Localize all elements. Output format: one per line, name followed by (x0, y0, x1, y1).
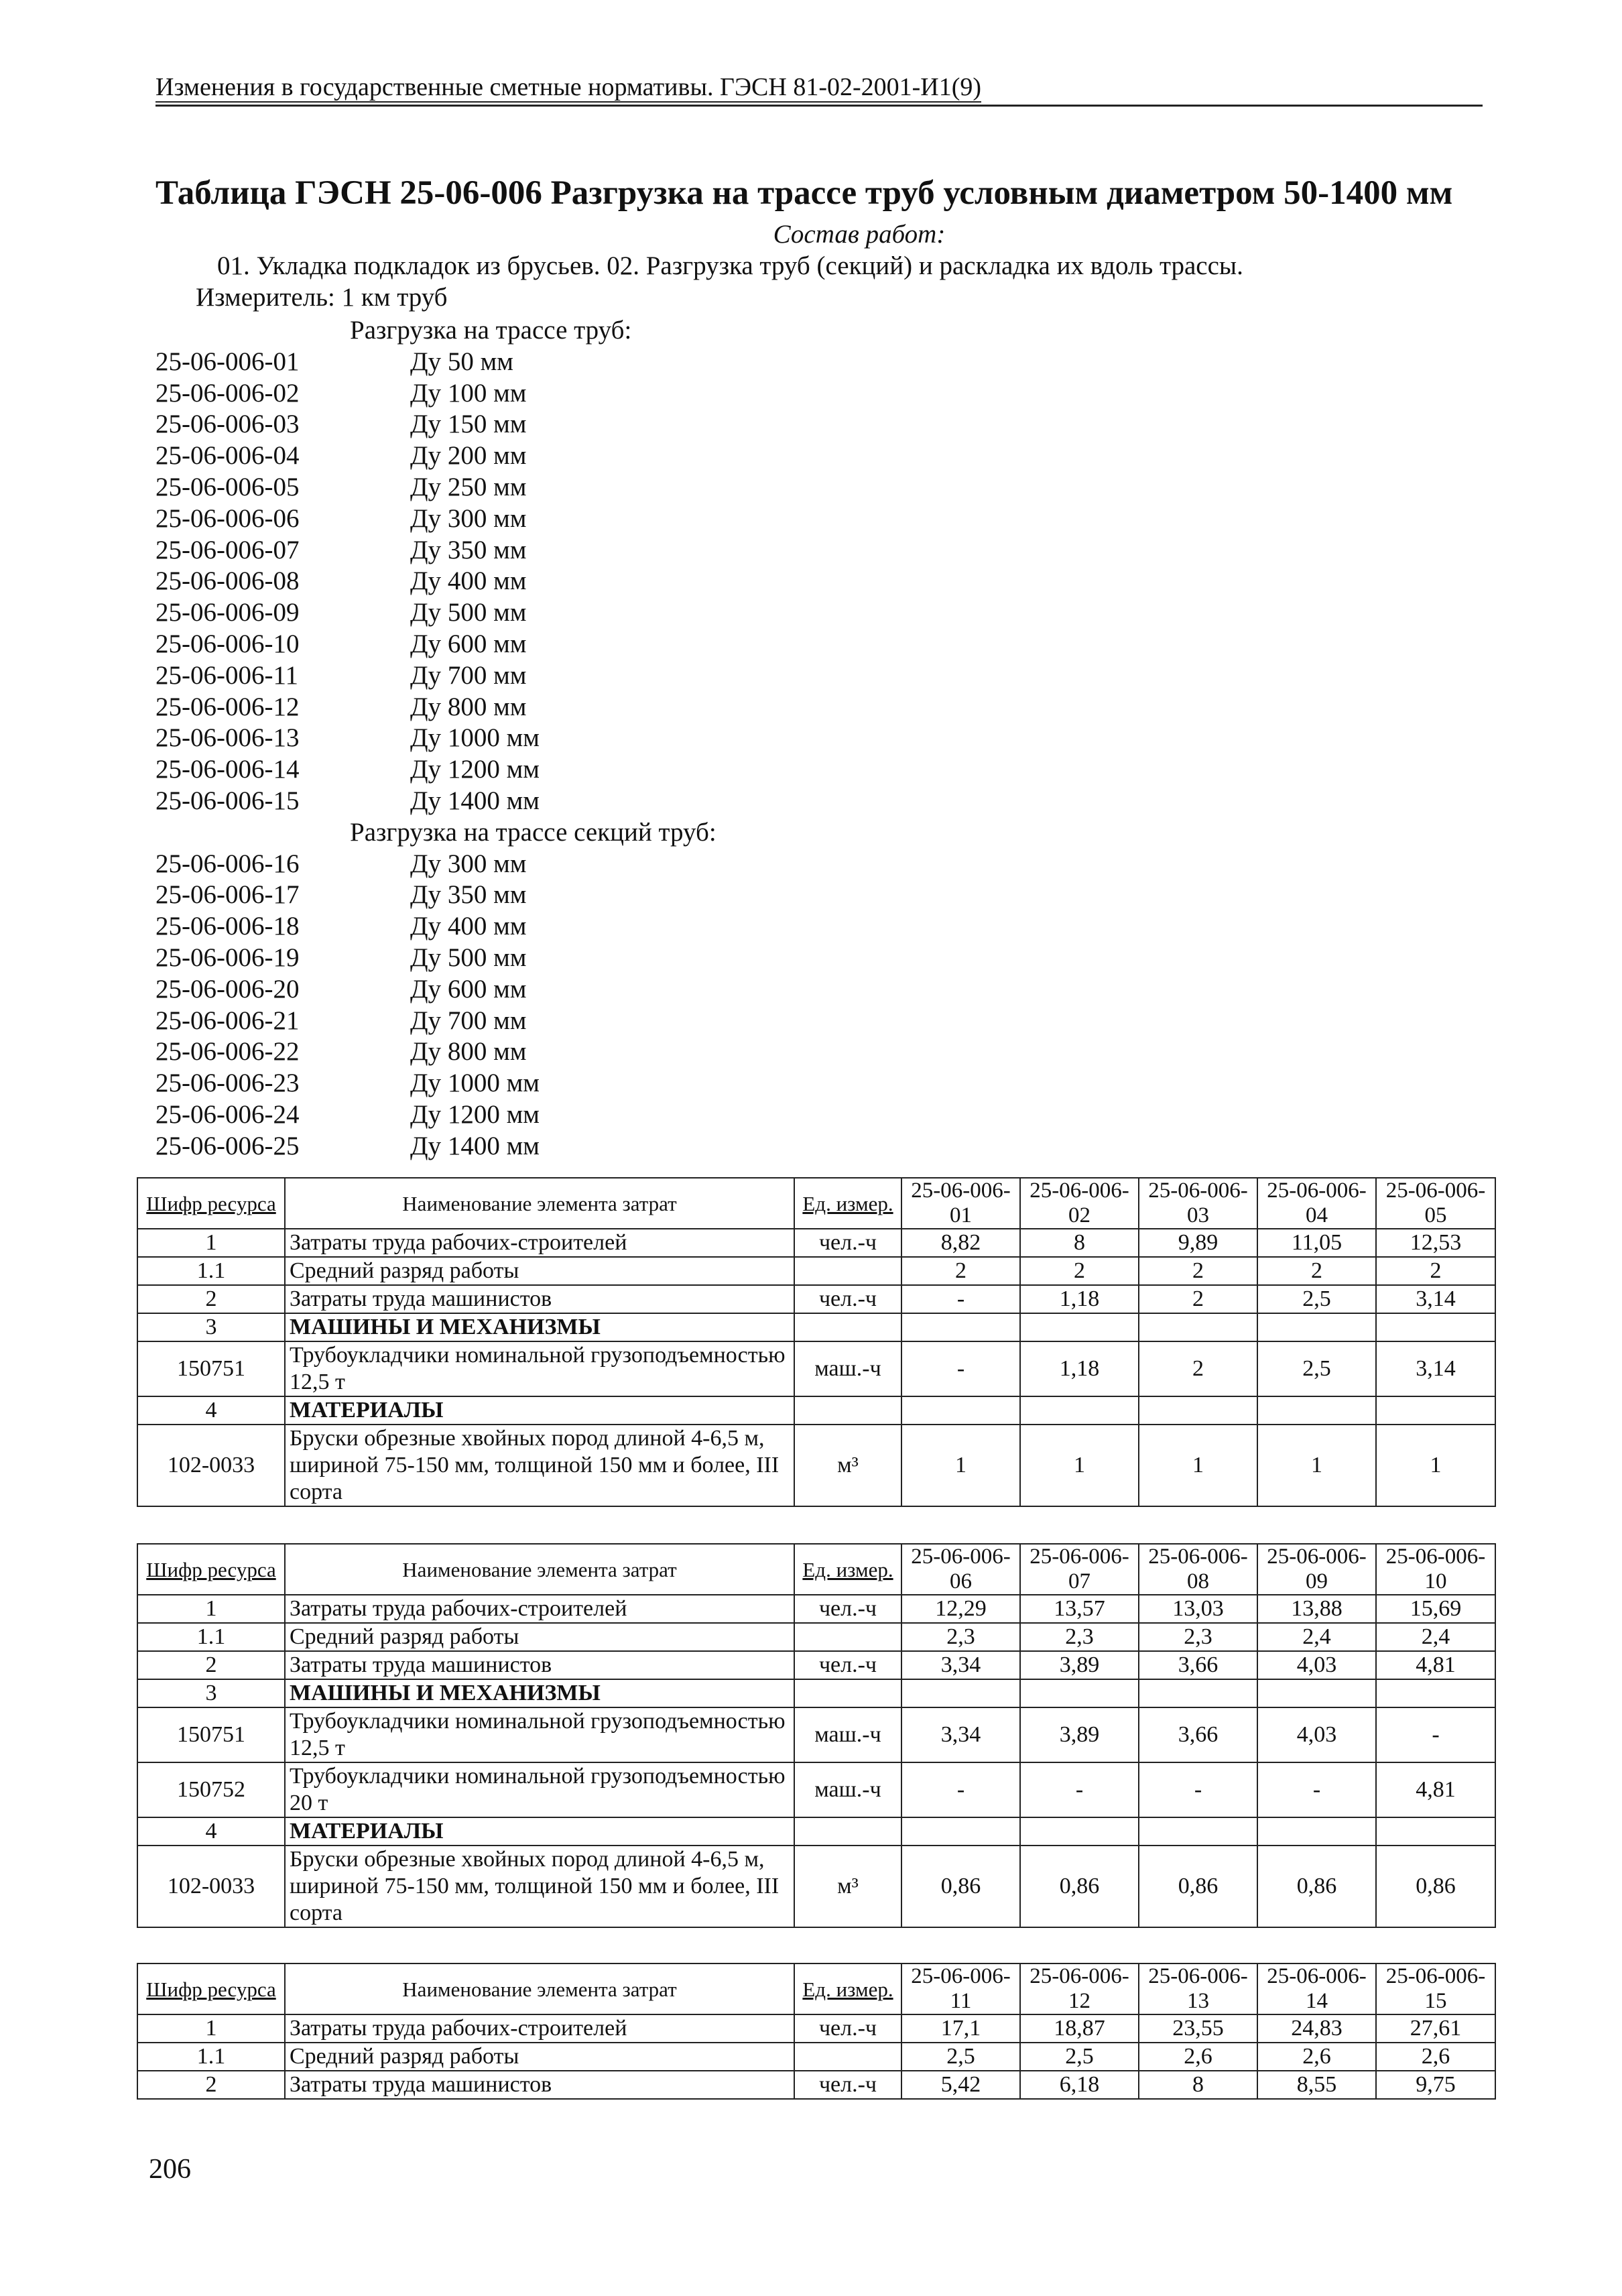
norm-code: 25-06-006-18 (155, 912, 300, 941)
norm-value: 9,75 (1376, 2071, 1495, 2099)
resource-code: 4 (137, 1817, 285, 1846)
norm-table-3 (137, 1963, 1496, 2100)
code-list-item (155, 880, 716, 911)
running-header-text: Изменения в государственные сметные нормативы. ГЭСН 81-02-2001-И1(9) (155, 73, 982, 101)
norm-value: 0,86 (1020, 1846, 1139, 1927)
norm-value (1139, 1313, 1257, 1341)
norm-value: 0,86 (1257, 1846, 1376, 1927)
resource-code: 1.1 (137, 2043, 285, 2071)
norm-value: 2,5 (1257, 1341, 1376, 1396)
table-row (137, 1651, 1495, 1679)
norm-value: 15,69 (1376, 1595, 1495, 1623)
code-list-item (155, 535, 716, 566)
header-resource-code: Шифр ресурса (137, 1963, 285, 2014)
norm-value: 0,86 (1376, 1846, 1495, 1927)
code-list-item (155, 347, 716, 378)
unit-of-measure: м³ (794, 1425, 901, 1506)
header-norm-column: 25-06-006-06 (901, 1544, 1020, 1595)
resource-code: 1 (137, 2014, 285, 2043)
table-title: Таблица ГЭСН 25-06-006 Разгрузка на трассе труб условным диаметром 50-1400 мм (155, 174, 1453, 212)
code-list-item (155, 409, 716, 440)
resource-code: 150751 (137, 1341, 285, 1396)
table-row (137, 1846, 1495, 1927)
norm-name: Ду 1400 мм (410, 1131, 540, 1160)
code-list-item (155, 786, 716, 817)
cost-element-name: МАТЕРИАЛЫ (285, 1396, 794, 1425)
cost-element-name: Затраты труда машинистов (285, 1651, 794, 1679)
norm-value: 1,18 (1020, 1285, 1139, 1313)
table-row (137, 1679, 1495, 1707)
resource-code: 1.1 (137, 1257, 285, 1285)
norm-code: 25-06-006-14 (155, 755, 300, 784)
norm-value: 11,05 (1257, 1229, 1376, 1257)
unit-of-measure: чел.-ч (794, 1651, 901, 1679)
norm-code: 25-06-006-13 (155, 723, 300, 753)
norm-table-1 (137, 1177, 1496, 1507)
code-list-item (155, 472, 716, 503)
table-row (137, 2043, 1495, 2071)
resource-code: 2 (137, 2071, 285, 2099)
header-norm-column: 25-06-006-08 (1139, 1544, 1257, 1595)
norm-code: 25-06-006-02 (155, 378, 300, 408)
norm-value: 3,66 (1139, 1651, 1257, 1679)
norm-value: - (901, 1341, 1020, 1396)
norm-value: 12,29 (901, 1595, 1020, 1623)
norm-code: 25-06-006-04 (155, 441, 300, 471)
norm-value: 0,86 (901, 1846, 1020, 1927)
norm-code: 25-06-006-21 (155, 1006, 300, 1035)
norm-code: 25-06-006-25 (155, 1131, 300, 1160)
table-row (137, 1595, 1495, 1623)
norm-value (1376, 1313, 1495, 1341)
norm-value: - (1376, 1707, 1495, 1762)
resource-code: 2 (137, 1285, 285, 1313)
table-row (137, 1229, 1495, 1257)
header-norm-column: 25-06-006-10 (1376, 1544, 1495, 1595)
norm-value: 13,03 (1139, 1595, 1257, 1623)
code-list-item (155, 597, 716, 629)
norm-name: Ду 300 мм (410, 503, 527, 533)
norm-value: - (901, 1762, 1020, 1817)
unit-of-measure: маш.-ч (794, 1707, 901, 1762)
norm-value: - (1020, 1762, 1139, 1817)
norm-value: 1,18 (1020, 1341, 1139, 1396)
page-number: 206 (149, 2154, 191, 2185)
norm-value (1020, 1817, 1139, 1846)
code-list-item (155, 943, 716, 974)
table-row (137, 1285, 1495, 1313)
cost-element-name: Средний разряд работы (285, 2043, 794, 2071)
norm-value (1139, 1679, 1257, 1707)
norm-value: 2,3 (1139, 1623, 1257, 1651)
norm-code: 25-06-006-24 (155, 1099, 300, 1129)
norm-value (1139, 1817, 1257, 1846)
code-list-item (155, 378, 716, 410)
norm-value: 4,81 (1376, 1762, 1495, 1817)
unit-of-measure: маш.-ч (794, 1341, 901, 1396)
code-list-item (155, 1036, 716, 1068)
table-row (137, 1817, 1495, 1846)
header-cost-element: Наименование элемента затрат (285, 1544, 794, 1595)
cost-element-name: Затраты труда машинистов (285, 2071, 794, 2099)
table-row (137, 1396, 1495, 1425)
norm-value: 12,53 (1376, 1229, 1495, 1257)
norm-value: 0,86 (1139, 1846, 1257, 1927)
header-cost-element: Наименование элемента затрат (285, 1963, 794, 2014)
norm-name: Ду 50 мм (410, 347, 513, 376)
resource-code: 1.1 (137, 1623, 285, 1651)
norm-table-2 (137, 1543, 1496, 1928)
norm-name: Ду 700 мм (410, 1006, 527, 1035)
resource-code: 3 (137, 1679, 285, 1707)
norm-value (1020, 1679, 1139, 1707)
unit-of-measure: чел.-ч (794, 1285, 901, 1313)
header-norm-column: 25-06-006-15 (1376, 1963, 1495, 2014)
norm-value: 2 (901, 1257, 1020, 1285)
norm-name: Ду 600 мм (410, 974, 527, 1004)
norm-value: 8 (1139, 2071, 1257, 2099)
cost-element-name: Затраты труда рабочих-строителей (285, 1595, 794, 1623)
resource-code: 150752 (137, 1762, 285, 1817)
norm-name: Ду 1000 мм (410, 1069, 540, 1098)
header-norm-column: 25-06-006-05 (1376, 1178, 1495, 1229)
norm-value: 1 (1139, 1425, 1257, 1506)
group-heading: Разгрузка на трассе секций труб: (350, 817, 716, 847)
resource-code: 1 (137, 1595, 285, 1623)
header-norm-column: 25-06-006-03 (1139, 1178, 1257, 1229)
norm-value: 1 (901, 1425, 1020, 1506)
header-unit: Ед. измер. (794, 1963, 901, 2014)
norm-name: Ду 150 мм (410, 410, 527, 439)
code-list-item (155, 974, 716, 1006)
norm-value: 4,81 (1376, 1651, 1495, 1679)
norm-name: Ду 500 мм (410, 943, 527, 972)
norm-value: 8,55 (1257, 2071, 1376, 2099)
norm-code: 25-06-006-19 (155, 943, 300, 972)
header-norm-column: 25-06-006-07 (1020, 1544, 1139, 1595)
norm-value (1020, 1313, 1139, 1341)
group-heading: Разгрузка на трассе труб: (350, 316, 632, 345)
unit-of-measure (794, 1396, 901, 1425)
header-unit: Ед. измер. (794, 1544, 901, 1595)
code-list-item (155, 566, 716, 597)
norm-value: 2,6 (1376, 2043, 1495, 2071)
header-cost-element: Наименование элемента затрат (285, 1178, 794, 1229)
norm-value: 4,03 (1257, 1651, 1376, 1679)
norm-code: 25-06-006-10 (155, 629, 300, 658)
norm-name: Ду 100 мм (410, 378, 527, 408)
norm-value: 2 (1376, 1257, 1495, 1285)
header-resource-code: Шифр ресурса (137, 1544, 285, 1595)
norm-name: Ду 700 мм (410, 660, 527, 690)
norm-name: Ду 300 мм (410, 849, 527, 878)
table-row (137, 1762, 1495, 1817)
header-norm-column: 25-06-006-11 (901, 1963, 1020, 2014)
header-norm-column: 25-06-006-04 (1257, 1178, 1376, 1229)
norm-name: Ду 350 мм (410, 880, 527, 910)
table-row (137, 1257, 1495, 1285)
norm-code: 25-06-006-05 (155, 472, 300, 501)
norm-name: Ду 400 мм (410, 566, 527, 596)
code-list-item (155, 1131, 716, 1162)
norm-value (1257, 1396, 1376, 1425)
header-norm-column: 25-06-006-14 (1257, 1963, 1376, 2014)
norm-code: 25-06-006-16 (155, 849, 300, 878)
norm-name: Ду 1200 мм (410, 755, 540, 784)
norm-value: 3,89 (1020, 1707, 1139, 1762)
norm-value: 5,42 (901, 2071, 1020, 2099)
norm-code: 25-06-006-07 (155, 535, 300, 564)
norm-value: 27,61 (1376, 2014, 1495, 2043)
norm-name: Ду 1200 мм (410, 1099, 540, 1129)
norm-code: 25-06-006-22 (155, 1037, 300, 1067)
unit-of-measure: чел.-ч (794, 1229, 901, 1257)
norm-value: 1 (1020, 1425, 1139, 1506)
table-row (137, 1313, 1495, 1341)
header-unit: Ед. измер. (794, 1178, 901, 1229)
norm-value: 9,89 (1139, 1229, 1257, 1257)
table-header-row (137, 1544, 1495, 1595)
norm-name: Ду 600 мм (410, 629, 527, 658)
norm-value: 23,55 (1139, 2014, 1257, 2043)
norm-name: Ду 400 мм (410, 912, 527, 941)
unit-of-measure (794, 1313, 901, 1341)
norm-value: 2,4 (1376, 1623, 1495, 1651)
norm-value: - (1139, 1762, 1257, 1817)
table-row (137, 1341, 1495, 1396)
norm-value: 2 (1020, 1257, 1139, 1285)
norm-name: Ду 350 мм (410, 535, 527, 564)
norm-name: Ду 1000 мм (410, 723, 540, 753)
code-list-item (155, 440, 716, 472)
norm-value (1376, 1396, 1495, 1425)
norm-code: 25-06-006-20 (155, 974, 300, 1004)
unit-of-measure (794, 1817, 901, 1846)
cost-element-name: Затраты труда машинистов (285, 1285, 794, 1313)
norm-value (1376, 1679, 1495, 1707)
norm-value: 3,14 (1376, 1341, 1495, 1396)
norm-value: 2,3 (901, 1623, 1020, 1651)
norm-value: 3,34 (901, 1707, 1020, 1762)
resource-code: 3 (137, 1313, 285, 1341)
resource-code: 2 (137, 1651, 285, 1679)
norm-code: 25-06-006-03 (155, 410, 300, 439)
norm-value: 17,1 (901, 2014, 1020, 2043)
norm-code: 25-06-006-09 (155, 598, 300, 627)
resource-code: 102-0033 (137, 1846, 285, 1927)
unit-of-measure: чел.-ч (794, 1595, 901, 1623)
cost-element-name: МАШИНЫ И МЕХАНИЗМЫ (285, 1679, 794, 1707)
unit-of-measure (794, 1623, 901, 1651)
norm-value (1020, 1396, 1139, 1425)
composition-text: 01. Укладка подкладок из брусьев. 02. Разгрузка труб (секций) и раскладка их вдоль трассы. (217, 251, 1243, 280)
code-list-item (155, 660, 716, 692)
table-header-row (137, 1178, 1495, 1229)
norm-value (1257, 1313, 1376, 1341)
norm-code: 25-06-006-01 (155, 347, 300, 376)
code-list-item (155, 1006, 716, 1037)
norm-code: 25-06-006-17 (155, 880, 300, 910)
code-list-item (155, 911, 716, 943)
norm-value (901, 1679, 1020, 1707)
norm-value: 2,5 (1257, 1285, 1376, 1313)
code-list-item (155, 1068, 716, 1099)
norm-value: 1 (1257, 1425, 1376, 1506)
table-row (137, 1707, 1495, 1762)
code-list-item (155, 849, 716, 880)
norm-code: 25-06-006-06 (155, 503, 300, 533)
cost-element-name: Затраты труда рабочих-строителей (285, 1229, 794, 1257)
cost-element-name: МАТЕРИАЛЫ (285, 1817, 794, 1846)
code-list-item (155, 1099, 716, 1131)
norm-value: 3,14 (1376, 1285, 1495, 1313)
norm-code: 25-06-006-23 (155, 1069, 300, 1098)
cost-element-name: МАШИНЫ И МЕХАНИЗМЫ (285, 1313, 794, 1341)
header-norm-column: 25-06-006-01 (901, 1178, 1020, 1229)
norm-value: 2 (1139, 1257, 1257, 1285)
norm-value: 6,18 (1020, 2071, 1139, 2099)
norm-value: 13,57 (1020, 1595, 1139, 1623)
resource-code: 1 (137, 1229, 285, 1257)
cost-element-name: Трубоукладчики номинальной грузоподъемностью 12,5 т (285, 1707, 794, 1762)
unit-of-measure: м³ (794, 1846, 901, 1927)
norm-name: Ду 250 мм (410, 472, 527, 501)
norm-value: 2 (1257, 1257, 1376, 1285)
cost-element-name: Средний разряд работы (285, 1257, 794, 1285)
cost-element-name: Бруски обрезные хвойных пород длиной 4-6,5 м, шириной 75-150 мм, толщиной 150 мм и более, III сорта (285, 1425, 794, 1506)
composition-label: Состав работ: (773, 220, 946, 249)
norm-value (901, 1313, 1020, 1341)
resource-code: 150751 (137, 1707, 285, 1762)
table-row (137, 2071, 1495, 2099)
table-row (137, 1623, 1495, 1651)
header-norm-column: 25-06-006-13 (1139, 1963, 1257, 2014)
header-norm-column: 25-06-006-09 (1257, 1544, 1376, 1595)
unit-of-measure: чел.-ч (794, 2071, 901, 2099)
norm-value (1139, 1396, 1257, 1425)
unit-of-measure (794, 2043, 901, 2071)
norm-value: 2 (1139, 1285, 1257, 1313)
norm-value: 8,82 (901, 1229, 1020, 1257)
cost-element-name: Трубоукладчики номинальной грузоподъемностью 20 т (285, 1762, 794, 1817)
norm-value: 2 (1139, 1341, 1257, 1396)
header-norm-column: 25-06-006-12 (1020, 1963, 1139, 2014)
norm-value: 3,66 (1139, 1707, 1257, 1762)
code-list-item (155, 692, 716, 723)
norm-code: 25-06-006-08 (155, 566, 300, 596)
norm-value: 2,5 (901, 2043, 1020, 2071)
cost-element-name: Затраты труда рабочих-строителей (285, 2014, 794, 2043)
norm-value: 8 (1020, 1229, 1139, 1257)
resource-code: 102-0033 (137, 1425, 285, 1506)
measurement-unit: Измеритель: 1 км труб (196, 283, 448, 312)
norm-value (901, 1817, 1020, 1846)
code-list-item (155, 754, 716, 786)
code-list-item (155, 723, 716, 754)
code-list-item (155, 503, 716, 535)
norm-name: Ду 1400 мм (410, 786, 540, 815)
resource-code: 4 (137, 1396, 285, 1425)
table-header-row (137, 1963, 1495, 2014)
norm-value (1257, 1679, 1376, 1707)
norm-value: - (901, 1285, 1020, 1313)
norm-value: - (1257, 1762, 1376, 1817)
cost-element-name: Средний разряд работы (285, 1623, 794, 1651)
norm-value: 2,6 (1257, 2043, 1376, 2071)
norm-value: 2,6 (1139, 2043, 1257, 2071)
norm-code: 25-06-006-12 (155, 692, 300, 721)
table-row (137, 2014, 1495, 2043)
header-resource-code: Шифр ресурса (137, 1178, 285, 1229)
unit-of-measure (794, 1257, 901, 1285)
cost-element-name: Трубоукладчики номинальной грузоподъемностью 12,5 т (285, 1341, 794, 1396)
work-composition (155, 219, 1483, 313)
unit-of-measure: чел.-ч (794, 2014, 901, 2043)
norm-value: 2,5 (1020, 2043, 1139, 2071)
norm-code-list (155, 315, 716, 1162)
norm-value: 13,88 (1257, 1595, 1376, 1623)
table-row (137, 1425, 1495, 1506)
norm-name: Ду 800 мм (410, 1037, 527, 1067)
norm-value: 1 (1376, 1425, 1495, 1506)
norm-code: 25-06-006-11 (155, 660, 299, 690)
norm-value: 18,87 (1020, 2014, 1139, 2043)
norm-value: 24,83 (1257, 2014, 1376, 2043)
norm-value: 3,89 (1020, 1651, 1139, 1679)
norm-value (901, 1396, 1020, 1425)
norm-value: 3,34 (901, 1651, 1020, 1679)
norm-code: 25-06-006-15 (155, 786, 300, 815)
norm-value: 2,4 (1257, 1623, 1376, 1651)
norm-value (1376, 1817, 1495, 1846)
norm-value: 2,3 (1020, 1623, 1139, 1651)
norm-name: Ду 200 мм (410, 441, 527, 471)
norm-name: Ду 500 мм (410, 598, 527, 627)
unit-of-measure: маш.-ч (794, 1762, 901, 1817)
norm-value (1257, 1817, 1376, 1846)
header-norm-column: 25-06-006-02 (1020, 1178, 1139, 1229)
norm-value: 4,03 (1257, 1707, 1376, 1762)
unit-of-measure (794, 1679, 901, 1707)
cost-element-name: Бруски обрезные хвойных пород длиной 4-6,5 м, шириной 75-150 мм, толщиной 150 мм и более, III сорта (285, 1846, 794, 1927)
code-list-item (155, 629, 716, 660)
norm-name: Ду 800 мм (410, 692, 527, 721)
running-header (155, 72, 1483, 107)
